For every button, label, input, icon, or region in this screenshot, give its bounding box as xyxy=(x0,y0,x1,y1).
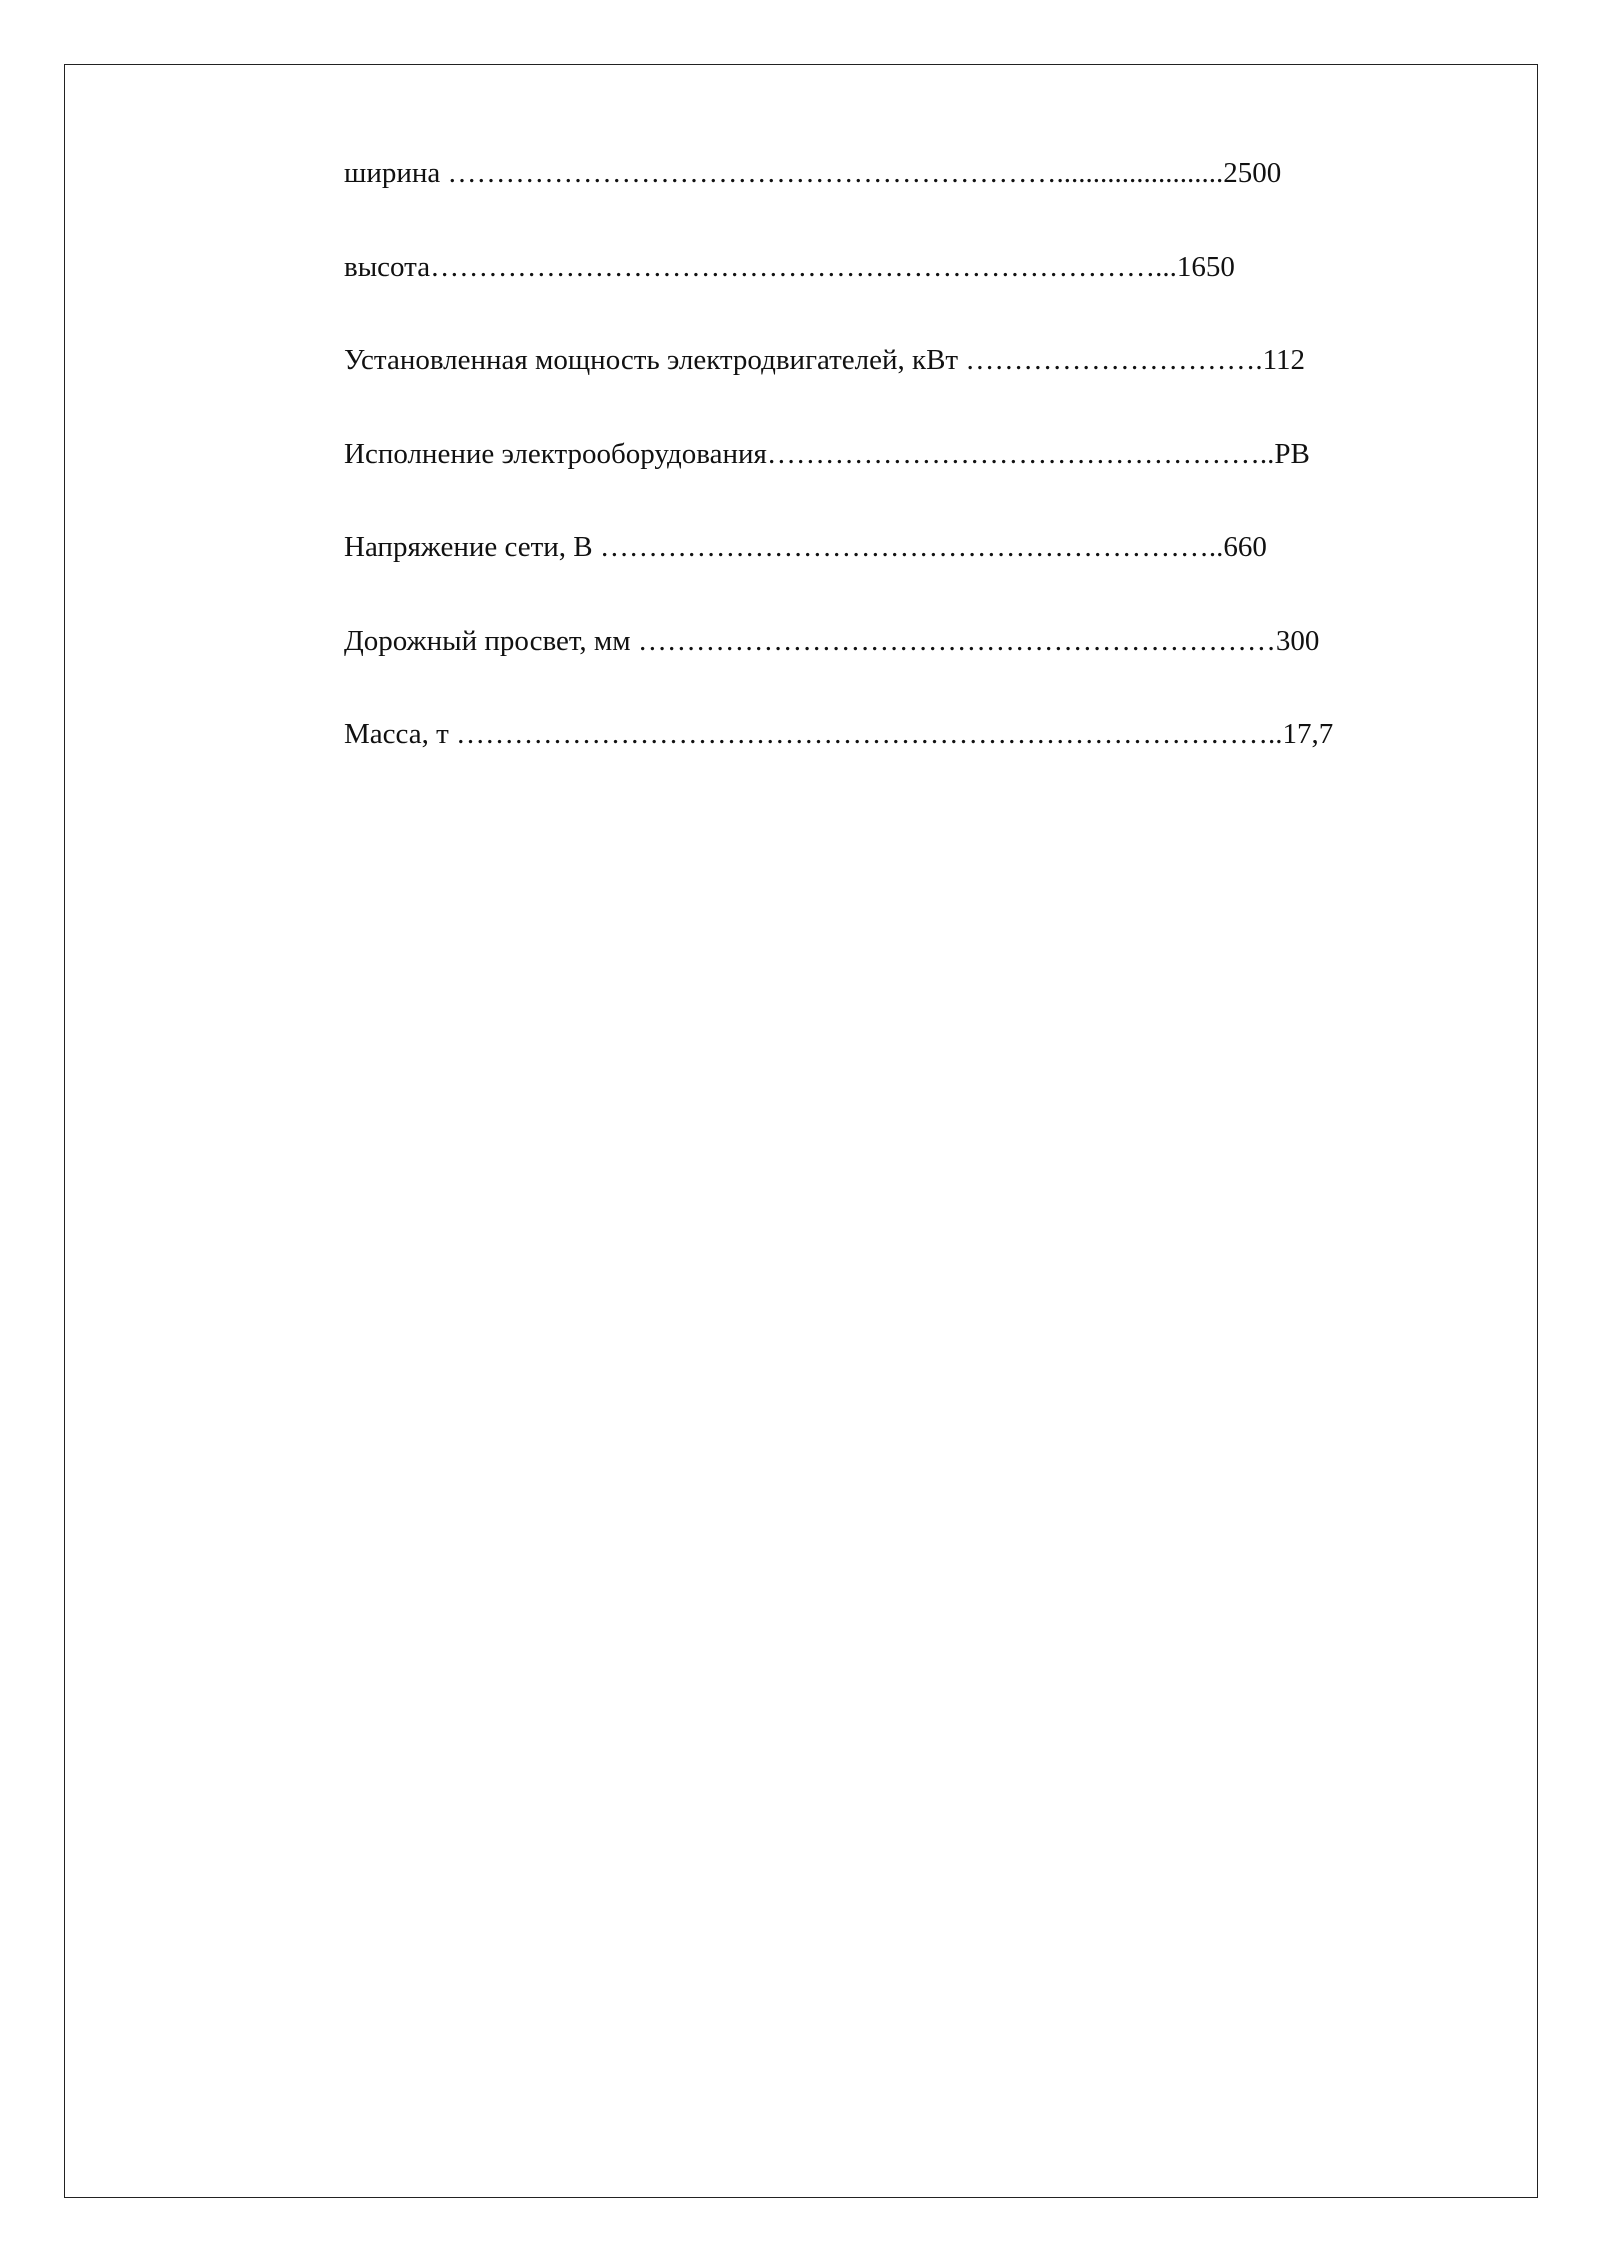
spec-line-width: ширина ……………………………………………………….......................2500 xyxy=(344,157,1282,189)
specification-list xyxy=(344,150,1333,805)
spec-line-mass: Масса, т …………………………………………………………………………..17,7 xyxy=(344,718,1334,750)
spec-line-electrical-design: Исполнение электрооборудования……………………………………………..РВ xyxy=(344,437,1310,470)
spec-line-height: высота…………………………………………………………………...1650 xyxy=(344,250,1235,283)
spec-line-network-voltage: Напряжение сети, В ………………………………………………………..660 xyxy=(344,531,1267,563)
spec-line-ground-clearance: Дорожный просвет, мм …………………………………………………………300 xyxy=(344,624,1320,657)
spec-line-motor-power: Установленная мощность электродвигателей, кВт ………………………….112 xyxy=(344,344,1306,376)
